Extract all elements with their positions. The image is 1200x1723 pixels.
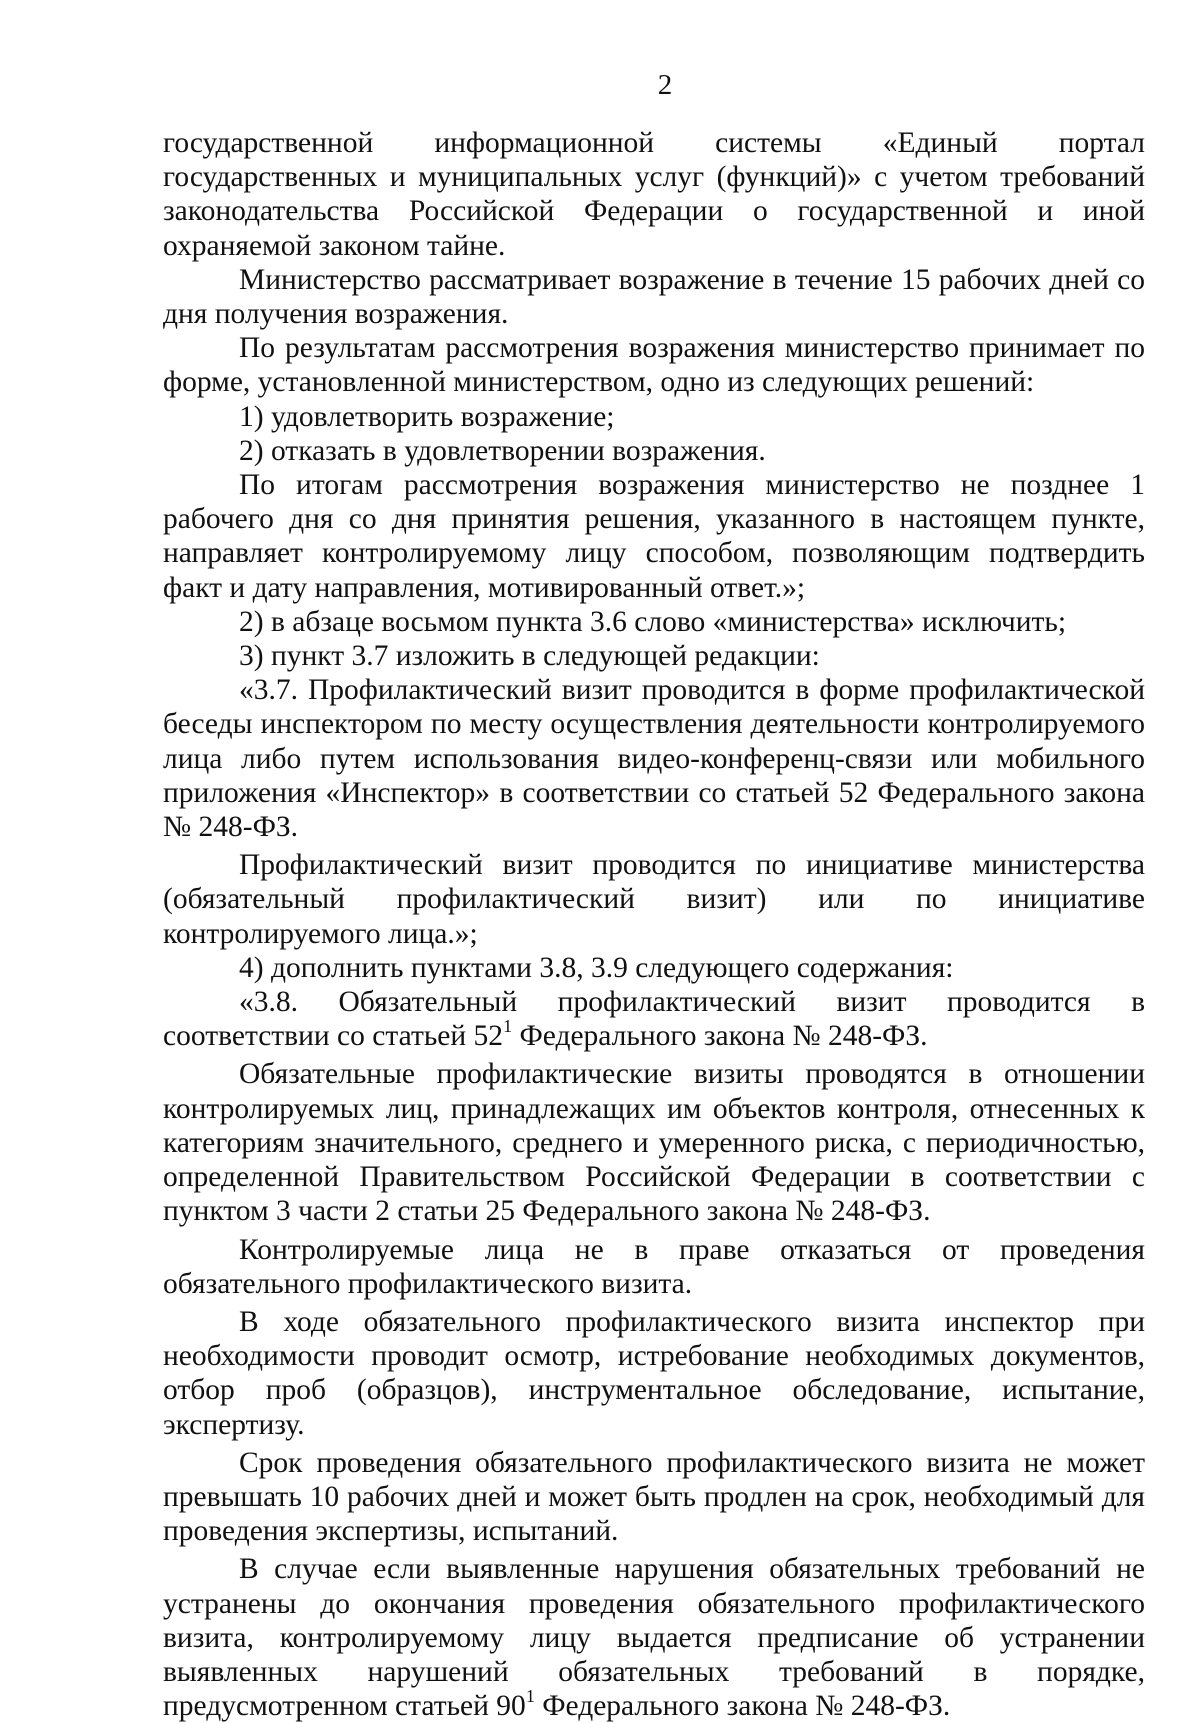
paragraph-mandatory-visits: Обязательные профилактические визиты проводятся в отношении контролируемых лиц, принадлежащих им объектов контроля, отнесенных к категориям значительного, среднего и умеренного риска, с периодичностью, определенной Правительством Российской Федерации в соответствии с пунктом 3 части 2 статьи 25 Федерального закона № 248-ФЗ.: [163, 1058, 1145, 1228]
paragraph-violations-text: В случае если выявленные нарушения обязательных требований не устранены до окончания проведения обязательного профилактического визита, контролируемому лицу выдается предписание об устранении выявленных нарушений обязательных требований в порядке, предусмотренном статьей 90: [163, 1553, 1145, 1723]
paragraph-3-8-text: «3.8. Обязательный профилактический визит проводится в соответствии со статьей 52: [163, 986, 1145, 1053]
superscript-mark: 1: [503, 1016, 513, 1037]
paragraph-3-8: [163, 985, 1145, 1053]
amendment-item-3: 3) пункт 3.7 изложить в следующей редакции:: [239, 640, 820, 673]
paragraph-3-7: «3.7. Профилактический визит проводится в форме профилактической беседы инспектором по месту осуществления деятельности контролируемого лица либо путем использования видео-конференц-связи или мобильного приложения «Инспектор» в соответствии со статьей 52 Федерального закона № 248-ФЗ.: [163, 674, 1145, 844]
paragraph-continuation: государственной информационной системы «Единый портал государственных и муниципальных услуг (функций)» с учетом требований законодательства Российской Федерации о государственной и иной охраняемой законом тайне.: [163, 127, 1145, 262]
paragraph-review-results: По результатам рассмотрения возражения министерство принимает по форме, установленной министерством, одно из следующих решений:: [163, 332, 1145, 399]
paragraph-3-8-tail: Федерального закона № 248-ФЗ.: [512, 1020, 928, 1053]
paragraph-violations-tail: Федерального закона № 248-ФЗ.: [534, 1690, 951, 1723]
paragraph-inspector-actions: В ходе обязательного профилактического визита инспектор при необходимости проводит осмотр, истребование необходимых документов, отбор проб (образцов), инструментальное обследование, испытание, экспертизу.: [163, 1305, 1145, 1441]
paragraph-violations: [163, 1552, 1145, 1723]
paragraph-response: По итогам рассмотрения возражения министерство не позднее 1 рабочего дня со дня принятия решения, указанного в настоящем пункте, направляет контролируемому лицу способом, позволяющим подтвердить факт и дату направления, мотивированный ответ.»;: [163, 469, 1145, 604]
paragraph-visit-term: Срок проведения обязательного профилактического визита не может превышать 10 рабочих дней и может быть продлен на срок, необходимый для проведения экспертизы, испытаний.: [163, 1446, 1145, 1548]
amendment-item-2: 2) в абзаце восьмом пункта 3.6 слово «министерства» исключить;: [239, 605, 1067, 638]
paragraph-review-period: Министерство рассматривает возражение в течение 15 рабочих дней со дня получения возражения.: [163, 263, 1145, 331]
document-body: [163, 126, 1145, 1723]
amendment-item-4: 4) дополнить пунктами 3.8, 3.9 следующего содержания:: [239, 951, 954, 984]
paragraph-no-refusal: Контролируемые лица не в праве отказаться от проведения обязательного профилактического визита.: [163, 1233, 1145, 1300]
list-item-satisfy: 1) удовлетворить возражение;: [239, 400, 615, 433]
paragraph-visit-initiative: Профилактический визит проводится по инициативе министерства (обязательный профилактический визит) или по инициативе контролируемого лица.»;: [163, 849, 1145, 950]
page-number: 2: [657, 69, 673, 101]
list-item-refuse: 2) отказать в удовлетворении возражения.: [239, 434, 766, 467]
superscript-mark: 1: [525, 1686, 535, 1707]
